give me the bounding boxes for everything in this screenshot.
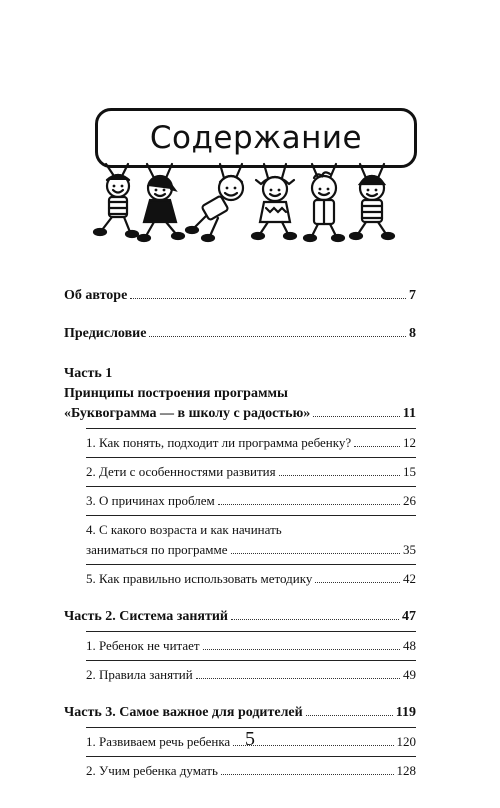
- toc-entry-part1[interactable]: «Буквограмма — в школу с радостью» 11: [64, 406, 416, 421]
- dot-leader: [196, 677, 400, 679]
- toc-subentry[interactable]: 5. Как правильно использовать методику 42: [86, 571, 416, 586]
- dot-leader: [306, 714, 393, 716]
- toc-entry-part2[interactable]: Часть 2. Система занятий 47: [64, 609, 416, 624]
- part1-title-line: Принципы построения программы: [64, 386, 288, 401]
- toc-subentry[interactable]: 3. О причинах проблем 26: [86, 493, 416, 508]
- toc-subentry-line: 4. С какого возраста и как начинать: [86, 522, 282, 537]
- part1-heading: Часть 1: [64, 366, 113, 381]
- dot-leader: [315, 581, 400, 583]
- dot-leader: [231, 618, 399, 620]
- child-figure: [138, 164, 184, 241]
- dot-leader: [231, 552, 401, 554]
- page-title: Содержание: [149, 120, 363, 156]
- toc-entry-part3[interactable]: Часть 3. Самое важное для родителей 119: [64, 705, 416, 720]
- title-banner: [95, 108, 417, 168]
- toc-subentry[interactable]: заниматься по программе 35: [86, 542, 416, 557]
- toc-subentry[interactable]: 1. Развиваем речь ребенка 120: [86, 734, 416, 749]
- dot-leader: [313, 415, 400, 417]
- toc-subentry[interactable]: 1. Ребенок не читает 48: [86, 638, 416, 653]
- toc-subentry[interactable]: 1. Как понять, подходит ли программа ребенку? 12: [86, 435, 416, 450]
- child-figure: [350, 164, 394, 239]
- dot-leader: [149, 335, 406, 337]
- dot-leader: [218, 503, 400, 505]
- dot-leader: [354, 445, 400, 447]
- toc-subentry[interactable]: 2. Правила занятий 49: [86, 667, 416, 682]
- toc-entry-about-author[interactable]: Об авторе 7: [64, 288, 416, 303]
- child-figure: [186, 164, 243, 241]
- toc-entry-preface[interactable]: Предисловие 8: [64, 326, 416, 341]
- child-figure: [252, 164, 296, 239]
- page-number: 5: [245, 728, 255, 750]
- children-illustration: [92, 162, 422, 244]
- toc-subentry[interactable]: 2. Учим ребенка думать 128: [86, 763, 416, 778]
- dot-leader: [221, 773, 394, 775]
- child-figure: [304, 164, 344, 241]
- child-figure: [94, 164, 138, 237]
- dot-leader: [203, 648, 400, 650]
- dot-leader: [279, 474, 400, 476]
- dot-leader: [130, 297, 406, 299]
- toc-subentry[interactable]: 2. Дети с особенностями развития 15: [86, 464, 416, 479]
- table-of-contents: [64, 286, 416, 781]
